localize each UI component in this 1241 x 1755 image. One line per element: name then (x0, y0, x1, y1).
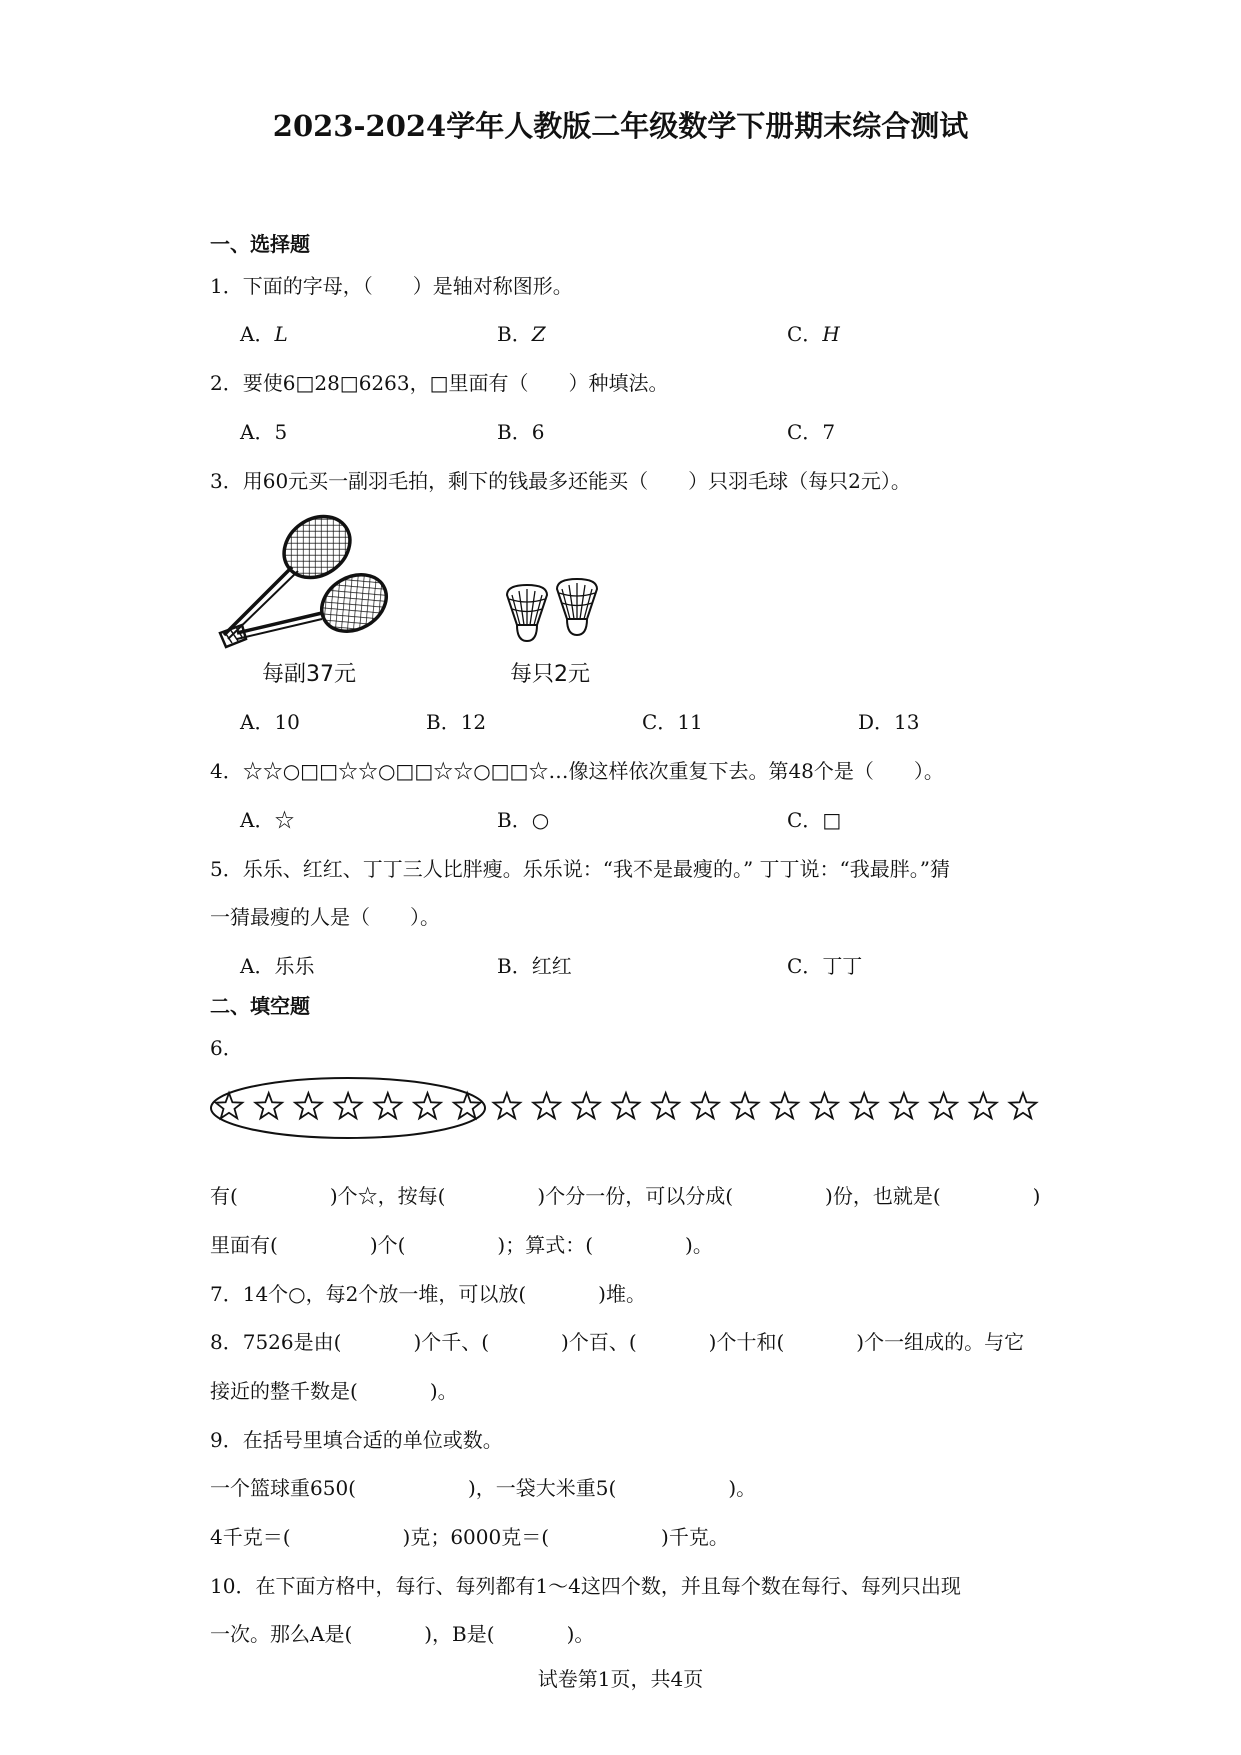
q1-option-c: C．H (787, 322, 840, 346)
page-title: 2023-2024学年人教版二年级数学下册期末综合测试 (272, 109, 969, 143)
question-9: 9．在括号里填合适的单位或数。 (210, 1428, 503, 1452)
question-2: 2．要使6□28□6263，□里面有（ ）种填法。 (210, 371, 669, 395)
star-icon (970, 1093, 997, 1118)
q2-option-b: B．6 (497, 420, 545, 444)
question-9-line-1: 一个篮球重650( )，一袋大米重5( )。 (210, 1476, 757, 1500)
question-4: 4．☆☆○□□☆☆○□□☆☆○□□☆…像这样依次重复下去。第48个是（ ）。 (210, 759, 944, 783)
shuttlecock-image (505, 575, 615, 650)
q4-option-c: C．□ (787, 808, 842, 832)
racket-price-caption: 每副37元 (262, 662, 356, 687)
question-8-line-1: 8．7526是由( )个千、( )个百、( )个十和( )个一组成的。与它 (210, 1330, 1025, 1354)
q2-option-c: C．7 (787, 420, 836, 444)
star-icon (573, 1093, 600, 1118)
section-heading-choice: 一、选择题 (210, 232, 310, 256)
q3-option-a: A．10 (240, 710, 300, 734)
question-3: 3．用60元买一副羽毛拍，剩下的钱最多还能买（ ）只羽毛球（每只2元）。 (210, 469, 911, 493)
question-7: 7．14个○，每2个放一堆，可以放( )堆。 (210, 1282, 646, 1306)
q2-option-a: A．5 (240, 420, 288, 444)
star-icon (613, 1093, 640, 1118)
badminton-racket-image (212, 505, 427, 650)
question-6-line-2: 里面有( )个( )；算式：( )。 (210, 1233, 713, 1257)
star-icon (375, 1093, 402, 1118)
shuttlecock-price-caption: 每只2元 (510, 662, 590, 687)
question-1: 1．下面的字母，（ ）是轴对称图形。 (210, 274, 573, 298)
q5-option-c: C．丁丁 (787, 954, 863, 978)
star-icon (295, 1093, 322, 1118)
question-8-line-2: 接近的整千数是( )。 (210, 1379, 458, 1403)
page-footer: 试卷第1页，共4页 (537, 1667, 704, 1691)
star-icon (930, 1093, 957, 1118)
section-heading-fill: 二、填空题 (210, 994, 310, 1018)
grouping-ellipse (211, 1078, 485, 1138)
q3-option-c: C．11 (642, 710, 703, 734)
star-icon (494, 1093, 521, 1118)
star-icon (851, 1093, 878, 1118)
star-row-image (208, 1070, 1048, 1140)
star-icon (255, 1093, 282, 1118)
question-5-line-2: 一猜最瘦的人是（ ）。 (210, 905, 440, 929)
question-5-line-1: 5．乐乐、红红、丁丁三人比胖瘦。乐乐说：“我不是最瘦的。” 丁丁说：“我最胖。”猜 (210, 857, 950, 881)
q4-option-a: A．☆ (240, 808, 295, 832)
q5-option-b: B．红红 (497, 954, 572, 978)
star-icon (335, 1093, 362, 1118)
star-icon (732, 1093, 759, 1118)
question-6-line-1: 有( )个☆，按每( )个分一份，可以分成( )份，也就是( ) (210, 1184, 1041, 1208)
star-icon (772, 1093, 799, 1118)
question-10-line-2: 一次。那么A是( )，B是( )。 (210, 1622, 595, 1646)
star-icon (692, 1093, 719, 1118)
q5-option-a: A．乐乐 (240, 954, 315, 978)
q4-option-b: B．○ (497, 808, 550, 832)
star-icon (533, 1093, 560, 1118)
question-10-line-1: 10．在下面方格中，每行、每列都有1～4这四个数，并且每个数在每行、每列只出现 (210, 1574, 961, 1598)
star-icon (811, 1093, 838, 1118)
question-9-line-2: 4千克＝( )克；6000克＝( )千克。 (210, 1525, 729, 1549)
question-6-number: 6． (210, 1036, 243, 1060)
star-icon (891, 1093, 918, 1118)
q1-option-a: A．L (240, 322, 288, 346)
star-icon (652, 1093, 679, 1118)
q1-option-b: B．Z (497, 322, 546, 346)
star-icon (1010, 1093, 1037, 1118)
star-icon (414, 1093, 441, 1118)
q3-option-d: D．13 (858, 710, 920, 734)
q3-option-b: B．12 (426, 710, 487, 734)
